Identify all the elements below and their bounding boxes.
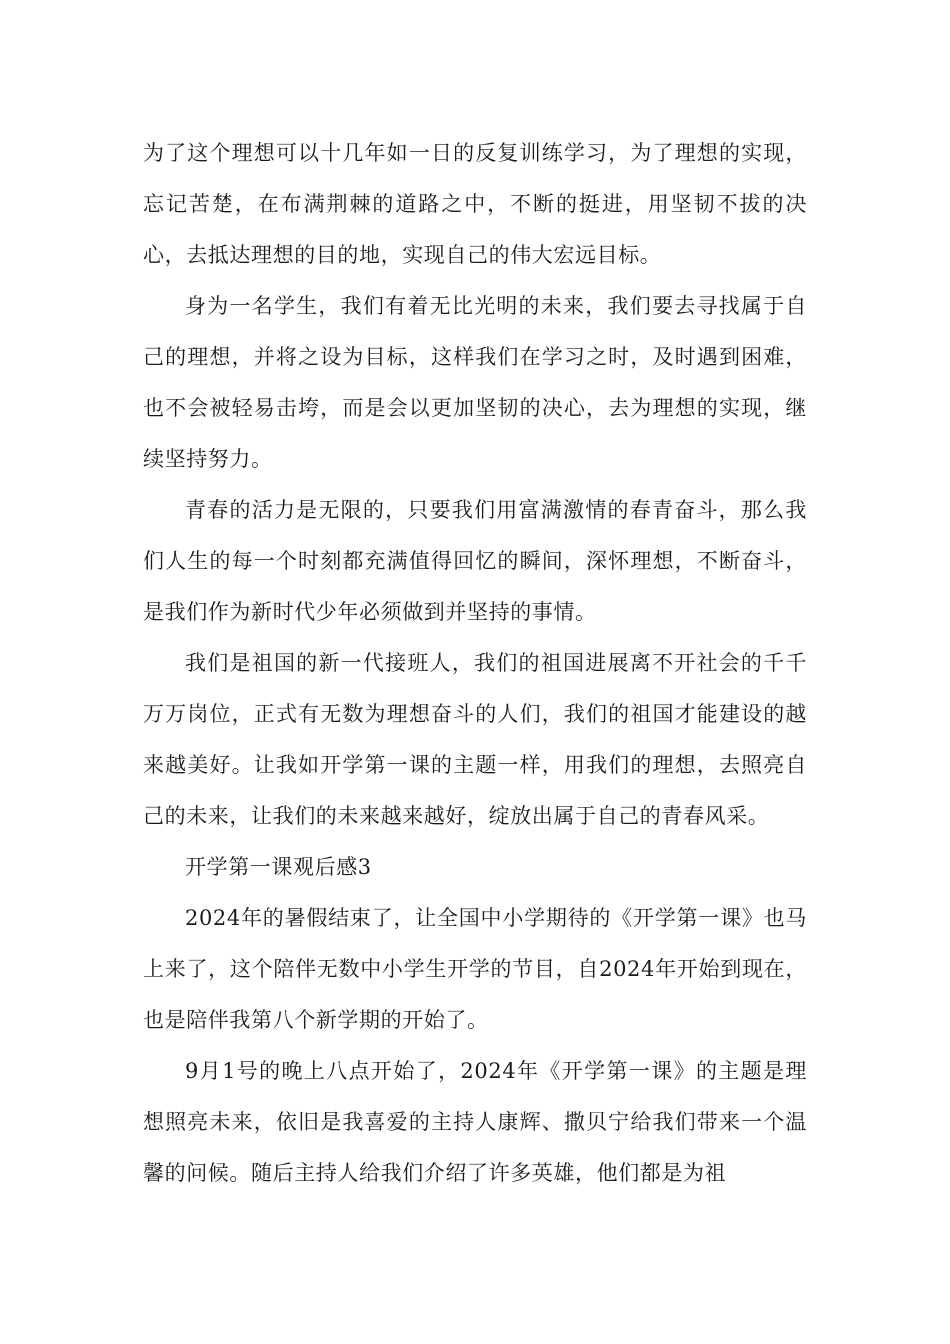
paragraph: 青春的活力是无限的，只要我们用富满激情的春青奋斗，那么我们人生的每一个时刻都充满值得回忆的瞬间，深怀理想，不断奋斗，是我们作为新时代少年必须做到并坚持的事情。 bbox=[143, 498, 807, 624]
paragraph: 2024年的暑假结束了，让全国中小学期待的《开学第一课》也马上来了，这个陪伴无数中小学生开学的节目，自2024年开始到现在，也是陪伴我第八个新学期的开始了。 bbox=[143, 906, 807, 1032]
section-heading: 开学第一课观后感3 bbox=[185, 855, 372, 879]
document-body bbox=[143, 128, 807, 1199]
paragraph: 9月1号的晚上八点开始了，2024年《开学第一课》的主题是理想照亮未来，依旧是我喜爱的主持人康辉、撒贝宁给我们带来一个温馨的问候。随后主持人给我们介绍了许多英雄，他们都是为祖 bbox=[143, 1059, 807, 1185]
paragraph: 我们是祖国的新一代接班人，我们的祖国进展离不开社会的千千万万岗位，正式有无数为理想奋斗的人们，我们的祖国才能建设的越来越美好。让我如开学第一课的主题一样，用我们的理想，去照亮自己的未来，让我们的未来越来越好，绽放出属于自己的青春风采。 bbox=[143, 651, 807, 828]
paragraph: 为了这个理想可以十几年如一日的反复训练学习，为了理想的实现，忘记苦楚，在布满荆棘的道路之中，不断的挺进，用坚韧不拔的决心，去抵达理想的目的地，实现自己的伟大宏远目标。 bbox=[143, 141, 807, 267]
paragraph: 身为一名学生，我们有着无比光明的未来，我们要去寻找属于自己的理想，并将之设为目标，这样我们在学习之时，及时遇到困难，也不会被轻易击垮，而是会以更加坚韧的决心，去为理想的实现，继续坚持努力。 bbox=[143, 294, 807, 471]
